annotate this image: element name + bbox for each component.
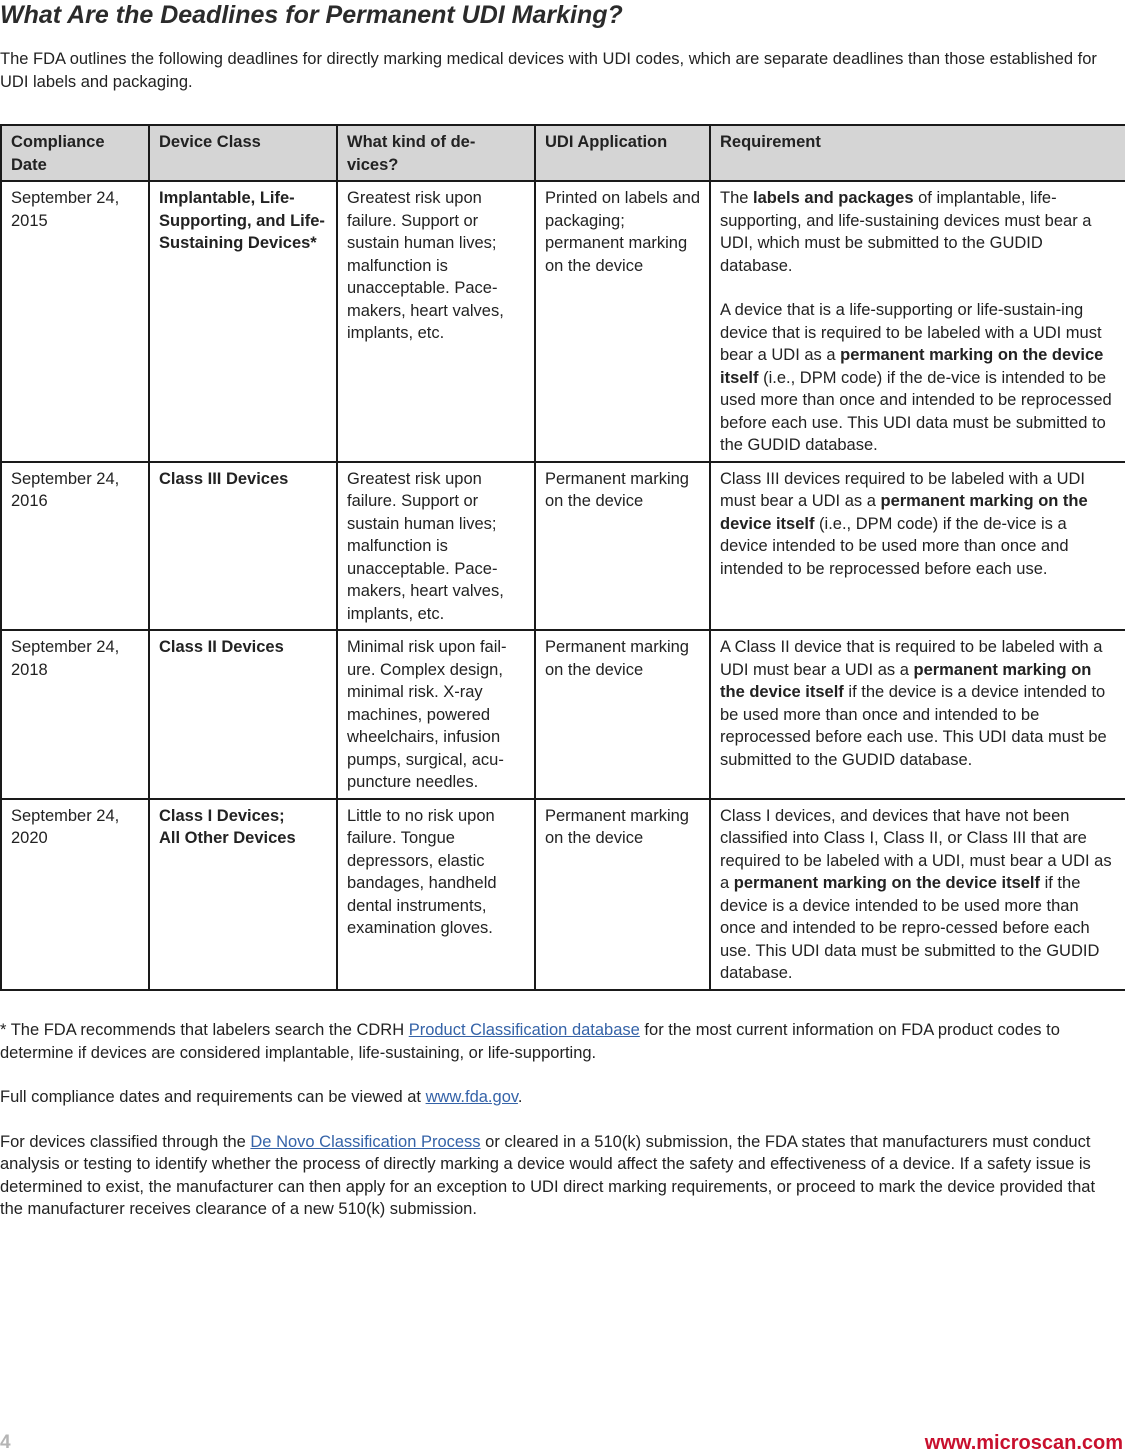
cell-application: Printed on labels and packaging; permanent marking on the device bbox=[535, 181, 710, 462]
requirement-text: (i.e., DPM code) if the de-vice is intended to be used more than once and intended to be reprocessed before each use. This UDI data must be submitted to the GUDID database. bbox=[720, 368, 1112, 454]
cell-kind: Minimal risk upon fail-ure. Complex design, minimal risk. X-ray machines, powered wheelchairs, infusion pumps, surgical, acu-puncture needles. bbox=[337, 630, 535, 799]
requirement-text: of implantable, life-supporting, and life-sustaining devices must bear a UDI, which must be submitted to the GUDID database. bbox=[720, 189, 1092, 275]
page-number: 4 bbox=[0, 1432, 11, 1453]
header-kind-of-devices: What kind of de-vices? bbox=[337, 125, 535, 181]
header-device-class: Device Class bbox=[149, 125, 337, 181]
cell-application: Permanent marking on the device bbox=[535, 799, 710, 990]
table-header-row bbox=[1, 125, 1125, 181]
requirement-text: if the device is a device intended to be used more than once and intended to be reprocessed before each use. This UDI data must be submitted to the GUDID database. bbox=[720, 683, 1107, 769]
cell-kind: Greatest risk upon failure. Support or sustain human lives; malfunction is unacceptable. Pace-makers, heart valves, implants, etc. bbox=[337, 181, 535, 462]
full-compliance-text: . bbox=[517, 1088, 523, 1106]
cell-device-class: Class III Devices bbox=[149, 462, 337, 631]
header-requirement: Requirement bbox=[710, 125, 1125, 181]
requirement-text: if the device is a device intended to be used more than once and intended to be repro-cessed before each use. This UDI data must be submitted to the GUDID database. bbox=[720, 874, 1100, 982]
footnote-text: * The FDA recommends that labelers search the CDRH bbox=[0, 1021, 409, 1039]
requirement-text: A Class II device that is required to be labeled with a UDI must bear a UDI as a bbox=[720, 638, 1103, 679]
cell-requirement bbox=[710, 462, 1125, 631]
cell-device-class: Class II Devices bbox=[149, 630, 337, 799]
device-class-line: Class I Devices; bbox=[159, 806, 285, 825]
cell-requirement bbox=[710, 181, 1125, 462]
requirement-emphasis: permanent marking on the device itself bbox=[733, 874, 1041, 892]
de-novo-text: or cleared in a 510(k) submission, the FDA states that manufacturers must conduct analysis or testing to identify whether the process of directly marking a device would affect the safety and effectiveness of a device. If a safety issue is determined to exist, the manufacturer can then apply for an exception to UDI direct marking requirements, or proceed to mark the device provided that the manufacturer receives clearance of a new 510(k) submission. bbox=[0, 1132, 1096, 1218]
product-classification-link[interactable]: Product Classification database bbox=[408, 1021, 640, 1039]
requirement-paragraph bbox=[720, 187, 1117, 277]
cell-requirement bbox=[710, 799, 1125, 990]
cell-kind: Greatest risk upon failure. Support or sustain human lives; malfunction is unacceptable. Pace-makers, heart valves, implants, etc. bbox=[337, 462, 535, 631]
table-row bbox=[1, 799, 1125, 990]
header-compliance-date: Compliance Date bbox=[1, 125, 149, 181]
fda-website-link[interactable]: www.fda.gov bbox=[425, 1088, 518, 1106]
de-novo-paragraph bbox=[0, 1131, 1122, 1221]
table-row bbox=[1, 181, 1125, 462]
requirement-text: The bbox=[720, 189, 754, 207]
requirement-emphasis: permanent marking on the device itself bbox=[720, 492, 1088, 533]
footnote-paragraph bbox=[0, 1019, 1122, 1064]
cell-date: September 24, 2016 bbox=[1, 462, 149, 631]
cell-device-class bbox=[149, 799, 337, 990]
notes-section bbox=[0, 1019, 1122, 1243]
cell-kind: Little to no risk upon failure. Tongue depressors, elastic bandages, handheld dental instruments, examination gloves. bbox=[337, 799, 535, 990]
cell-date: September 24, 2020 bbox=[1, 799, 149, 990]
requirement-paragraph bbox=[720, 299, 1117, 457]
footer-website-link[interactable]: www.microscan.com bbox=[924, 1432, 1123, 1454]
full-compliance-text: Full compliance dates and requirements can be viewed at bbox=[0, 1088, 426, 1106]
cell-device-class: Implantable, Life-Supporting, and Life-Sustaining Devices* bbox=[149, 181, 337, 462]
cell-application: Permanent marking on the device bbox=[535, 462, 710, 631]
header-udi-application: UDI Application bbox=[535, 125, 710, 181]
cell-requirement bbox=[710, 630, 1125, 799]
requirement-emphasis: labels and packages bbox=[753, 189, 914, 207]
device-class-line: All Other Devices bbox=[159, 829, 296, 847]
full-compliance-paragraph bbox=[0, 1086, 1122, 1109]
page-title: What Are the Deadlines for Permanent UDI Marking? bbox=[0, 1, 623, 29]
udi-deadlines-table bbox=[0, 124, 1125, 991]
table-row bbox=[1, 630, 1125, 799]
requirement-text: Class III devices required to be labeled with a UDI must bear a UDI as a bbox=[720, 469, 1086, 510]
requirement-emphasis: permanent marking on the device itself bbox=[720, 660, 1092, 701]
requirement-text: (i.e., DPM code) if the de-vice is a device intended to be used more than once and intended to be reprocessed before each use. bbox=[720, 514, 1069, 578]
requirement-emphasis: permanent marking on the device itself bbox=[720, 346, 1104, 387]
intro-paragraph: The FDA outlines the following deadlines for directly marking medical devices with UDI codes, which are separate deadlines than those established for UDI labels and packaging. bbox=[0, 50, 1097, 91]
requirement-text: Class I devices, and devices that have not been classified into Class I, Class II, or Class III that are required to be labeled with a UDI, must bear a UDI as a bbox=[720, 806, 1112, 892]
cell-application: Permanent marking on the device bbox=[535, 630, 710, 799]
table-row bbox=[1, 462, 1125, 631]
requirement-text: A device that is a life-supporting or life-sustain-ing device that is required to be labeled with a UDI must bear a UDI as a bbox=[720, 301, 1102, 364]
footnote-text: for the most current information on FDA product codes to determine if devices are considered implantable, life-sustaining, or life-supporting. bbox=[0, 1021, 1060, 1062]
de-novo-link[interactable]: De Novo Classification Process bbox=[250, 1132, 481, 1151]
cell-date: September 24, 2015 bbox=[1, 181, 149, 462]
de-novo-text: For devices classified through the bbox=[0, 1132, 251, 1151]
cell-date: September 24, 2018 bbox=[1, 630, 149, 799]
